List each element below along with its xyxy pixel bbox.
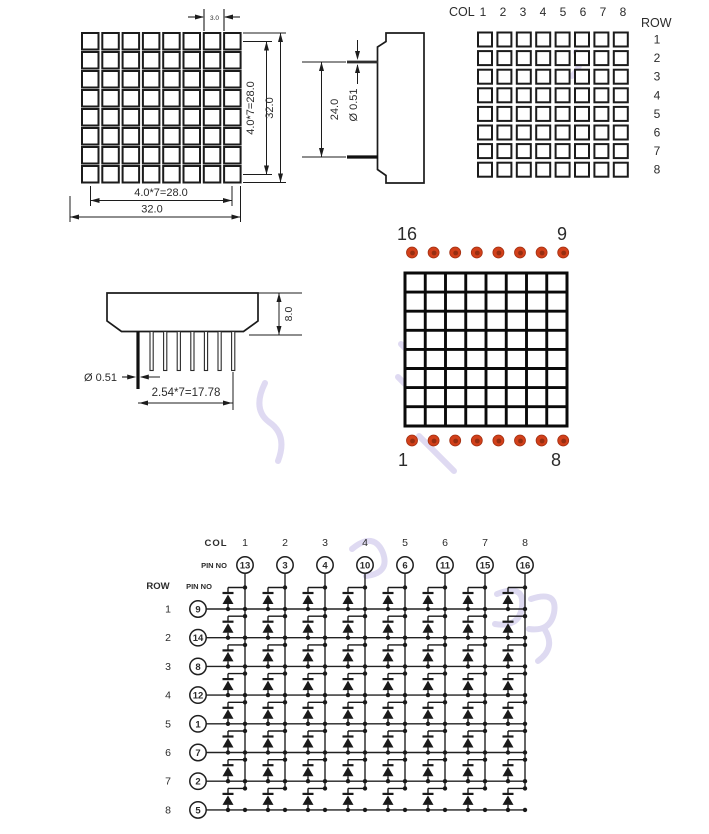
led-diode xyxy=(303,729,328,755)
bottom-pin-dots xyxy=(407,435,569,446)
col-pin-number: 16 xyxy=(519,560,531,572)
row-pin-circle xyxy=(190,601,206,617)
led-diode xyxy=(223,671,248,697)
package-side-view xyxy=(84,293,302,410)
col-pin-circle xyxy=(437,557,453,573)
col-number-label: 1 xyxy=(479,5,487,19)
row-number-label: 4 xyxy=(653,88,661,103)
schematic-col-number: 6 xyxy=(442,537,448,549)
col-number-label: 4 xyxy=(539,5,547,19)
led-diode xyxy=(423,729,448,755)
led-diode xyxy=(383,643,408,669)
row-pin-circle xyxy=(190,716,206,732)
package-side-outline xyxy=(107,293,258,332)
col-pin-circle xyxy=(357,557,373,573)
col-number-label: 7 xyxy=(599,5,607,19)
schematic-row-number: 3 xyxy=(165,660,171,673)
led-diode xyxy=(303,671,328,697)
led-diode xyxy=(263,643,288,669)
schematic-row-number: 2 xyxy=(165,632,171,645)
col-pin-number: 3 xyxy=(282,560,288,572)
led-diode xyxy=(263,614,288,640)
led-diode xyxy=(303,643,328,669)
dimension-label: 4.0*7=28.0 xyxy=(245,81,257,135)
dimension-label: Ø 0.51 xyxy=(348,88,360,122)
dimension-label: 3.0 xyxy=(209,15,220,22)
schematic-row-number: 8 xyxy=(165,804,171,817)
led-diode xyxy=(303,614,328,640)
row-number-label: 5 xyxy=(653,106,661,121)
led-diode xyxy=(463,758,488,784)
row-number-label: 3 xyxy=(653,69,661,84)
led-diode xyxy=(223,758,248,784)
led-diode xyxy=(503,786,528,812)
col-pin-circle xyxy=(277,557,293,573)
row-pin-number: 2 xyxy=(195,776,201,788)
led-diode xyxy=(343,643,368,669)
dim-lead-dia xyxy=(348,40,360,122)
led-diode xyxy=(343,700,368,726)
led-diode xyxy=(223,643,248,669)
led-diode xyxy=(263,786,288,812)
schematic-row-number: 5 xyxy=(165,718,171,731)
row-pin-number: 14 xyxy=(192,633,204,645)
led-diode xyxy=(303,585,328,611)
led-diode xyxy=(423,671,448,697)
led-diode xyxy=(423,758,448,784)
col-pin-number: 11 xyxy=(439,560,451,572)
dim-lead-dia-2 xyxy=(84,372,160,384)
led-diode xyxy=(503,758,528,784)
led-diode xyxy=(263,671,288,697)
col-number-label: 6 xyxy=(579,5,587,19)
led-diode xyxy=(383,614,408,640)
row-pin-number: 7 xyxy=(195,748,201,759)
circuit-schematic xyxy=(146,537,533,818)
led-diode xyxy=(503,729,528,755)
schematic-col-number: 2 xyxy=(282,537,288,549)
dim-lead-span xyxy=(302,62,346,157)
row-number-label: 1 xyxy=(653,32,661,47)
row-pin-circle xyxy=(190,802,206,818)
led-diode xyxy=(383,700,408,726)
led-diode xyxy=(463,643,488,669)
led-diode xyxy=(423,700,448,726)
led-diode xyxy=(223,585,248,611)
schematic-row-number: 4 xyxy=(165,689,171,702)
col-number-label: 5 xyxy=(559,5,567,19)
row-number-label: 6 xyxy=(653,125,661,140)
dimension-label: 32.0 xyxy=(264,97,276,119)
map-pixel-grid xyxy=(478,33,628,177)
row-pin-circle xyxy=(190,744,206,760)
col-pin-circle xyxy=(317,557,333,573)
led-diode xyxy=(423,643,448,669)
col-pin-number: 6 xyxy=(402,560,408,572)
dimension-label: 4.0*7=28.0 xyxy=(134,187,188,199)
schematic-row-pin-header: PIN NO xyxy=(186,582,212,591)
col-pin-circle xyxy=(517,557,533,573)
dimension-label: 2.54*7=17.78 xyxy=(151,387,221,399)
dim-lead-pitch xyxy=(138,372,233,410)
row-pin-number: 9 xyxy=(195,604,201,616)
led-diode xyxy=(463,786,488,812)
led-diode xyxy=(343,614,368,640)
front-view xyxy=(70,9,286,222)
col-row-map xyxy=(449,5,672,177)
schematic-col-number: 8 xyxy=(522,537,528,549)
schematic-row-number: 6 xyxy=(165,747,171,759)
col-number-label: 8 xyxy=(619,5,627,19)
led-diode xyxy=(263,758,288,784)
led-diode xyxy=(343,585,368,611)
row-pin-circle xyxy=(190,630,206,646)
top-pin-dots xyxy=(407,247,569,258)
led-diode xyxy=(383,729,408,755)
row-pin-circle xyxy=(190,658,206,674)
row-pin-number: 12 xyxy=(192,690,204,702)
col-pin-circle xyxy=(477,557,493,573)
schematic-col-header: COL xyxy=(204,538,228,549)
col-header-label: COL xyxy=(449,5,475,19)
schematic-col-number: 4 xyxy=(362,537,368,549)
led-diode xyxy=(503,700,528,726)
pin-16-label: 16 xyxy=(397,224,418,244)
schematic-col-number: 5 xyxy=(402,537,408,549)
led-diode xyxy=(423,614,448,640)
led-diode xyxy=(223,614,248,640)
schematic-row-number: 1 xyxy=(165,603,171,616)
led-diode xyxy=(223,729,248,755)
row-header-label: ROW xyxy=(641,16,672,30)
dimension-label: Ø 0.51 xyxy=(84,372,118,384)
row-number-label: 8 xyxy=(653,162,661,177)
led-diode xyxy=(343,758,368,784)
pin-face-grid xyxy=(405,273,567,426)
led-diode xyxy=(463,614,488,640)
dimension-label: 32.0 xyxy=(141,203,163,216)
led-diode xyxy=(463,700,488,726)
schematic-row-header: ROW xyxy=(146,581,170,592)
col-pin-number: 4 xyxy=(322,560,328,572)
pin-8-label: 8 xyxy=(551,450,562,470)
led-diode xyxy=(463,585,488,611)
col-pin-circle xyxy=(237,557,253,573)
pin-face-view xyxy=(397,224,569,470)
led-diode xyxy=(383,671,408,697)
pin-1-label: 1 xyxy=(398,450,409,470)
dimension-label: 24.0 xyxy=(329,98,341,121)
led-diode xyxy=(383,758,408,784)
col-pin-number: 15 xyxy=(479,560,491,572)
led-diode xyxy=(263,700,288,726)
row-number-label: 2 xyxy=(653,51,661,66)
front-view-pixel-grid xyxy=(82,33,241,183)
package-outline xyxy=(378,33,425,183)
led-diode xyxy=(503,643,528,669)
led-diode xyxy=(303,700,328,726)
col-pin-circle xyxy=(397,557,413,573)
side-view xyxy=(302,33,424,183)
led-diode xyxy=(303,758,328,784)
col-number-label: 2 xyxy=(499,5,507,19)
led-diode xyxy=(423,585,448,611)
led-diode xyxy=(223,700,248,726)
row-pin-circle xyxy=(190,687,206,703)
schematic-row-number: 7 xyxy=(165,775,171,788)
dim-dot-size xyxy=(188,9,240,31)
dimension-label: 8.0 xyxy=(283,306,295,322)
led-diode xyxy=(303,786,328,812)
led-diode xyxy=(463,729,488,755)
schematic-col-number: 1 xyxy=(242,537,248,549)
schematic-col-pin-header: PIN NO xyxy=(201,561,227,570)
row-number-label: 7 xyxy=(653,144,661,159)
led-diode xyxy=(343,729,368,755)
led-diode xyxy=(423,786,448,812)
led-diode xyxy=(383,585,408,611)
led-diode xyxy=(343,671,368,697)
col-pin-number: 13 xyxy=(239,560,251,572)
dim-body-height xyxy=(277,293,296,335)
package-side-leads xyxy=(138,332,235,390)
col-number-label: 3 xyxy=(519,5,527,19)
led-diode xyxy=(503,671,528,697)
col-pin-number: 10 xyxy=(359,560,371,572)
row-pin-number: 8 xyxy=(195,661,201,673)
led-diode xyxy=(343,786,368,812)
pin-9-label: 9 xyxy=(557,224,568,244)
led-diode xyxy=(263,729,288,755)
led-diode xyxy=(263,585,288,611)
row-pin-circle xyxy=(190,773,206,789)
schematic-col-number: 7 xyxy=(482,537,488,549)
schematic-col-number: 3 xyxy=(322,537,328,549)
row-pin-number: 1 xyxy=(195,719,201,731)
row-pin-number: 5 xyxy=(195,805,201,817)
led-diode xyxy=(223,786,248,812)
led-diode xyxy=(463,671,488,697)
led-diode xyxy=(383,786,408,812)
